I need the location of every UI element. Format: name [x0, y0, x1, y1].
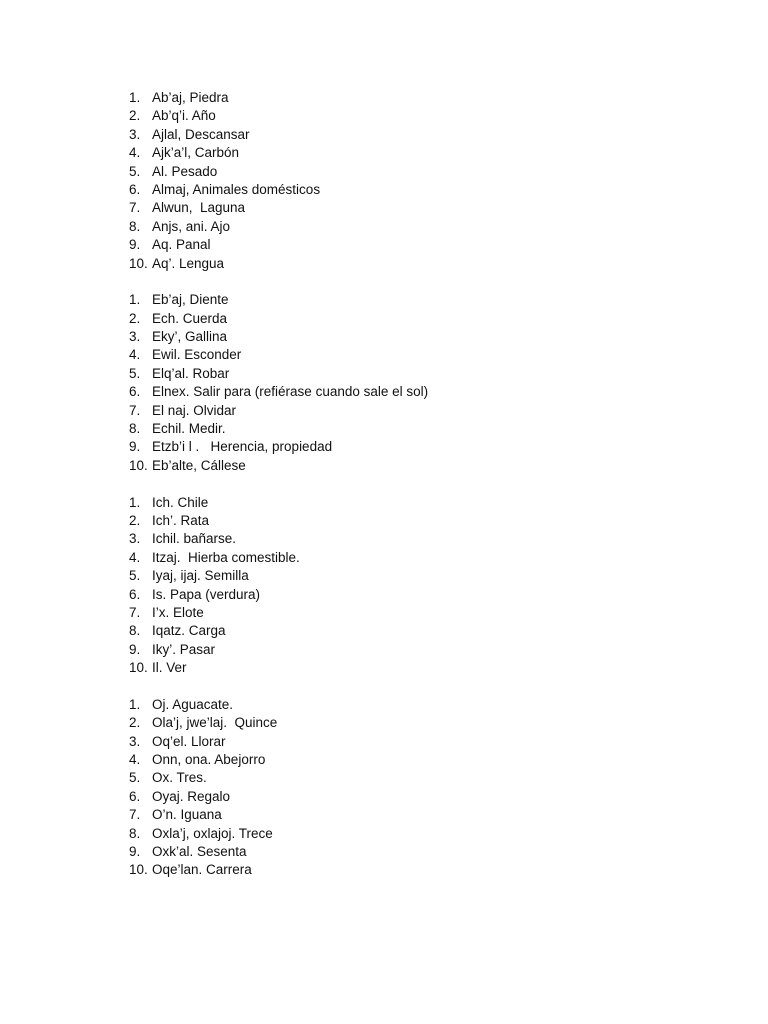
list-item: [0, 788, 768, 806]
item-text: Anjs, ani. Ajo: [152, 218, 231, 234]
item-number: 3.: [129, 126, 141, 142]
item-text: Oxk’al. Sesenta: [152, 844, 247, 860]
item-number: 9.: [129, 641, 141, 657]
item-number: 5.: [129, 770, 141, 786]
vocab-list-e: [0, 291, 768, 475]
list-item: [0, 291, 768, 309]
item-text: I’x. Elote: [152, 604, 204, 620]
item-number: 3.: [129, 733, 141, 749]
list-item: [0, 457, 768, 475]
item-number: 10.: [129, 862, 148, 878]
list-item: [0, 236, 768, 254]
item-number: 2.: [129, 715, 141, 731]
item-text: Oqe’lan. Carrera: [152, 862, 252, 878]
list-item: [0, 255, 768, 273]
item-text: Ichil. bañarse.: [152, 531, 237, 547]
item-text: Ech. Cuerda: [152, 310, 228, 326]
item-number: 6.: [129, 788, 141, 804]
item-number: 5.: [129, 365, 141, 381]
item-number: 3.: [129, 531, 141, 547]
list-item: [0, 604, 768, 622]
list-item: [0, 181, 768, 199]
item-number: 8.: [129, 623, 141, 639]
item-number: 6.: [129, 586, 141, 602]
item-text: Iyaj, ijaj. Semilla: [152, 568, 249, 584]
item-number: 10.: [129, 660, 148, 676]
item-text: Ich’. Rata: [152, 512, 210, 528]
list-item: [0, 310, 768, 328]
item-text: Aq. Panal: [152, 237, 211, 253]
item-number: 2.: [129, 512, 141, 528]
item-text: Ox. Tres.: [152, 770, 207, 786]
item-number: 7.: [129, 402, 141, 418]
list-item: [0, 861, 768, 879]
item-number: 3.: [129, 329, 141, 345]
list-item: [0, 806, 768, 824]
vocab-list-o: [0, 696, 768, 880]
list-item: [0, 107, 768, 125]
list-item: [0, 383, 768, 401]
item-text: Almaj, Animales domésticos: [152, 181, 321, 197]
item-text: Elnex. Salir para (refiérase cuando sale el sol): [152, 384, 429, 400]
item-text: Oxla’j, oxlajoj. Trece: [152, 825, 273, 841]
item-number: 8.: [129, 218, 141, 234]
item-text: Ajk’a’l, Carbón: [152, 145, 240, 161]
item-text: Eb’aj, Diente: [152, 292, 229, 308]
item-number: 8.: [129, 825, 141, 841]
item-text: O’n. Iguana: [152, 807, 222, 823]
item-number: 6.: [129, 384, 141, 400]
item-number: 4.: [129, 145, 141, 161]
item-number: 5.: [129, 568, 141, 584]
item-text: Alwun, Laguna: [152, 200, 246, 216]
item-text: Itzaj. Hierba comestible.: [152, 549, 300, 565]
item-number: 7.: [129, 604, 141, 620]
item-number: 8.: [129, 421, 141, 437]
item-text: Al. Pesado: [152, 163, 218, 179]
list-item: [0, 622, 768, 640]
list-item: [0, 696, 768, 714]
list-item: [0, 438, 768, 456]
list-item: [0, 346, 768, 364]
item-number: 10.: [129, 255, 148, 271]
list-item: [0, 218, 768, 236]
item-text: Oj. Aguacate.: [152, 696, 234, 712]
list-item: [0, 530, 768, 548]
list-item: [0, 641, 768, 659]
item-text: Iqatz. Carga: [152, 623, 226, 639]
list-item: [0, 420, 768, 438]
list-item: [0, 89, 768, 107]
vocab-list-a: [0, 89, 768, 273]
item-text: Is. Papa (verdura): [152, 586, 261, 602]
list-item: [0, 567, 768, 585]
list-item: [0, 733, 768, 751]
item-text: Ewil. Esconder: [152, 347, 242, 363]
item-number: 4.: [129, 347, 141, 363]
item-number: 10.: [129, 457, 148, 473]
item-number: 2.: [129, 108, 141, 124]
list-item: [0, 365, 768, 383]
list-item: [0, 494, 768, 512]
item-number: 1.: [129, 494, 141, 510]
item-number: 1.: [129, 292, 141, 308]
item-text: Ajlal, Descansar: [152, 126, 250, 142]
item-text: Oyaj. Regalo: [152, 788, 231, 804]
list-item: [0, 328, 768, 346]
item-text: Ola’j, jwe’laj. Quince: [152, 715, 278, 731]
list-item: [0, 659, 768, 677]
item-number: 1.: [129, 696, 141, 712]
list-item: [0, 843, 768, 861]
item-text: Onn, ona. Abejorro: [152, 752, 266, 768]
item-number: 6.: [129, 181, 141, 197]
list-item: [0, 163, 768, 181]
list-item: [0, 549, 768, 567]
item-number: 7.: [129, 807, 141, 823]
list-item: [0, 825, 768, 843]
item-text: Il. Ver: [152, 660, 187, 676]
item-text: Elq’al. Robar: [152, 365, 230, 381]
list-item: [0, 199, 768, 217]
list-item: [0, 769, 768, 787]
item-number: 7.: [129, 200, 141, 216]
item-text: Echil. Medir.: [152, 421, 226, 437]
item-text: Iky’. Pasar: [152, 641, 216, 657]
vocab-list-i: [0, 494, 768, 678]
list-item: [0, 402, 768, 420]
document-page: [0, 89, 768, 898]
item-text: Ab’aj, Piedra: [152, 90, 229, 105]
list-item: [0, 751, 768, 769]
item-number: 9.: [129, 439, 141, 455]
item-number: 4.: [129, 549, 141, 565]
item-text: Ich. Chile: [152, 494, 209, 510]
item-text: Oq’el. Llorar: [152, 733, 226, 749]
item-number: 9.: [129, 844, 141, 860]
item-text: Ab’q’i. Año: [152, 108, 216, 124]
item-number: 4.: [129, 752, 141, 768]
item-text: Aq’. Lengua: [152, 255, 225, 271]
item-number: 9.: [129, 237, 141, 253]
item-text: Eb’alte, Cállese: [152, 457, 246, 473]
list-item: [0, 512, 768, 530]
item-number: 2.: [129, 310, 141, 326]
item-text: Etzb’i l . Herencia, propiedad: [152, 439, 333, 455]
item-number: 1.: [129, 90, 141, 105]
item-number: 5.: [129, 163, 141, 179]
list-item: [0, 586, 768, 604]
list-item: [0, 126, 768, 144]
item-text: El naj. Olvidar: [152, 402, 237, 418]
list-item: [0, 144, 768, 162]
item-text: Eky’, Gallina: [152, 329, 228, 345]
list-item: [0, 714, 768, 732]
